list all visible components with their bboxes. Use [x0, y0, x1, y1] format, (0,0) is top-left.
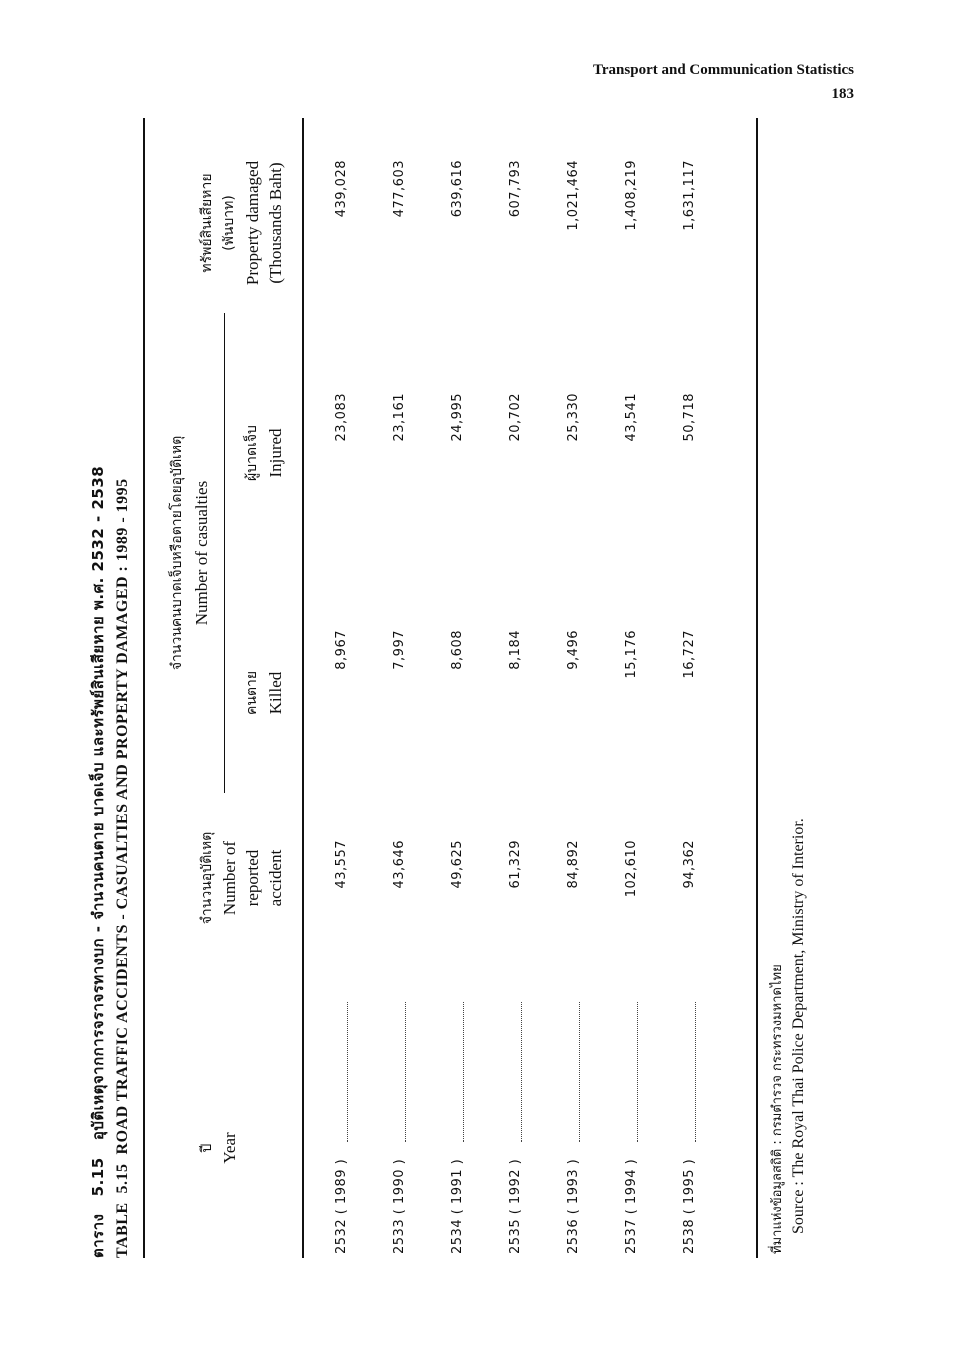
- cell-killed: 15,176: [624, 630, 639, 679]
- leader-dots: [695, 1002, 696, 1142]
- header-accidents-thai: จำนวนอุบัติเหตุ: [199, 831, 215, 925]
- cell-year: 2536 ( 1993 ): [566, 1158, 581, 1254]
- cell-accidents: 94,362: [682, 840, 697, 889]
- cell-property: 1,021,464: [566, 160, 581, 231]
- header-killed-en: Killed: [266, 671, 285, 715]
- cell-killed: 8,184: [508, 630, 523, 670]
- cell-year: 2537 ( 1994 ): [624, 1158, 639, 1254]
- caption-english: [114, 478, 132, 1258]
- header-year-en: Year: [220, 1132, 239, 1164]
- cell-killed: 16,727: [682, 630, 697, 679]
- caption-en-prefix: TABLE: [114, 1202, 131, 1258]
- caption-en-number: 5.15: [114, 1163, 131, 1194]
- header-casualties-en: Number of casualties: [192, 480, 211, 626]
- leader-dots: [463, 1002, 464, 1142]
- rotated-table-page: [80, 108, 820, 1258]
- cell-accidents: 84,892: [566, 840, 581, 889]
- cell-property: 439,028: [334, 160, 349, 218]
- table-bottom-rule: [756, 118, 758, 1258]
- header-injured-en: Injured: [266, 428, 285, 478]
- header-accidents-en-3: accident: [266, 849, 285, 907]
- cell-injured: 25,330: [566, 393, 581, 442]
- leader-dots: [347, 1002, 348, 1142]
- leader-dots: [579, 1002, 580, 1142]
- header-accidents-en-2: reported: [243, 849, 262, 907]
- header-property-en-1: Property damaged: [243, 160, 262, 286]
- cell-year: 2534 ( 1991 ): [450, 1158, 465, 1254]
- header-injured-thai: ผู้บาดเจ็บ: [244, 425, 260, 481]
- caption-thai-prefix: ตาราง: [89, 1213, 107, 1258]
- header-killed-thai: คนตาย: [244, 670, 260, 716]
- cell-injured: 23,161: [392, 393, 407, 442]
- header-property-en-2: (Thousands Baht): [266, 162, 285, 284]
- cell-injured: 43,541: [624, 393, 639, 442]
- cell-killed: 8,967: [334, 630, 349, 670]
- casualties-span-rule: [224, 313, 225, 793]
- caption-thai-number: 5.15: [89, 1157, 107, 1197]
- cell-property: 607,793: [508, 160, 523, 218]
- header-year-thai: ปี: [199, 1143, 215, 1153]
- cell-accidents: 43,557: [334, 840, 349, 889]
- caption-thai-title: อุบัติเหตุจากการจราจรทางบก - จำนวนคนตาย บาดเจ็บ และทรัพย์สินเสียหาย พ.ศ. 2532 - 2538: [89, 465, 107, 1141]
- leader-dots: [521, 1002, 522, 1142]
- cell-killed: 8,608: [450, 630, 465, 670]
- cell-accidents: 61,329: [508, 840, 523, 889]
- cell-injured: 24,995: [450, 393, 465, 442]
- cell-property: 1,631,117: [682, 160, 697, 231]
- cell-injured: 50,718: [682, 393, 697, 442]
- cell-accidents: 43,646: [392, 840, 407, 889]
- cell-injured: 20,702: [508, 393, 523, 442]
- header-casualties-thai: จำนวนคนบาดเจ็บหรือตายโดยอุบัติเหตุ: [169, 435, 185, 671]
- cell-killed: 7,997: [392, 630, 407, 670]
- source-thai: ที่มาแห่งข้อมูลสถิติ : กรมตำรวจ กระทรวงมหาดไทย: [770, 964, 785, 1254]
- cell-killed: 9,496: [566, 630, 581, 670]
- page-number: 183: [831, 86, 854, 102]
- cell-accidents: 102,610: [624, 840, 639, 898]
- cell-year: 2533 ( 1990 ): [392, 1158, 407, 1254]
- leader-dots: [405, 1002, 406, 1142]
- source-en: Source : The Royal Thai Police Department, Ministry of Interior.: [790, 818, 807, 1234]
- header-property-thai-1: ทรัพย์สินเสียหาย: [199, 173, 215, 273]
- header-bottom-rule: [302, 118, 304, 1258]
- cell-injured: 23,083: [334, 393, 349, 442]
- cell-property: 639,616: [450, 160, 465, 218]
- running-title: Transport and Communication Statistics: [593, 62, 854, 78]
- header-accidents-en-1: Number of: [220, 840, 239, 916]
- cell-accidents: 49,625: [450, 840, 465, 889]
- caption-en-title: ROAD TRAFFIC ACCIDENTS - CASUALTIES AND PROPERTY DAMAGED : 1989 - 1995: [114, 478, 131, 1155]
- caption-thai: [86, 466, 110, 1258]
- leader-dots: [637, 1002, 638, 1142]
- cell-property: 1,408,219: [624, 160, 639, 231]
- cell-year: 2538 ( 1995 ): [682, 1158, 697, 1254]
- header-property-thai-2: (พันบาท): [221, 195, 237, 251]
- cell-year: 2535 ( 1992 ): [508, 1158, 523, 1254]
- cell-year: 2532 ( 1989 ): [334, 1158, 349, 1254]
- table-top-rule: [143, 118, 145, 1258]
- cell-property: 477,603: [392, 160, 407, 218]
